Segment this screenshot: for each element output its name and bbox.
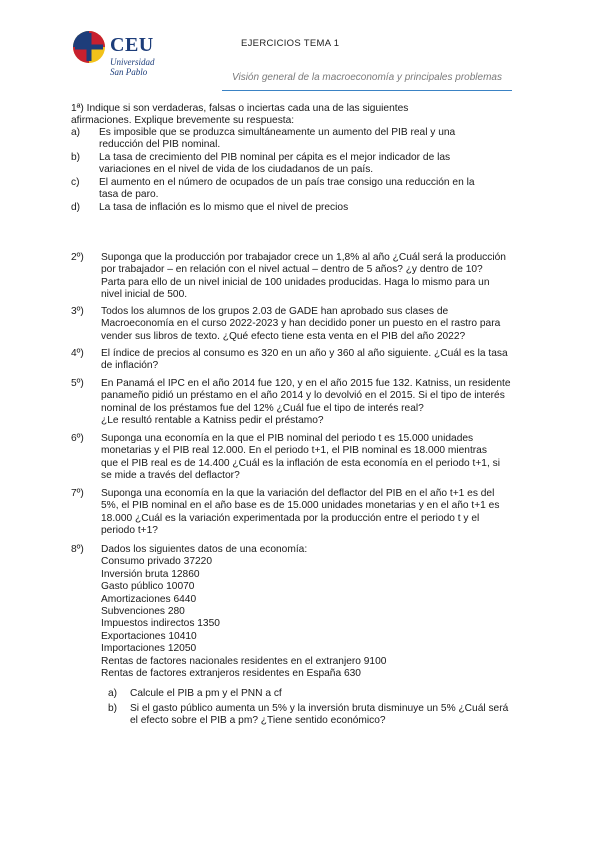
question-line: de inflación? — [101, 360, 159, 372]
data-item: Impuestos indirectos 1350 — [101, 618, 220, 630]
question-line: Suponga una economía en la que el PIB nominal del periodo t es 15.000 unidades — [101, 433, 474, 444]
question-line: nivel inicial de 500. — [101, 289, 188, 301]
item-label: d) — [71, 202, 81, 213]
question-line: Suponga una economía en la que la variación del deflactor del PIB en el año t+1 es del — [101, 488, 495, 499]
question-1-intro-line: afirmaciones. Explique brevemente su respuesta: — [71, 115, 295, 126]
document-title: EJERCICIOS TEMA 1 — [241, 38, 340, 49]
question-line: Macroeconomía en el curso 2022-2023 y han decidido poner un puesto en el rastro para — [101, 318, 501, 330]
data-item: Importaciones 12050 — [101, 643, 197, 655]
question-line: vender sus libros de texto. ¿Qué efecto tiene esta venta en el PIB del año 2022? — [101, 330, 466, 342]
question-line: ¿Le resultó rentable a Katniss pedir el préstamo? — [101, 415, 324, 427]
question-number: 5º) — [71, 378, 84, 389]
data-item: Amortizaciones 6440 — [101, 593, 197, 605]
ceu-logo — [72, 30, 182, 80]
item-line: Es imposible que se produzca simultáneamente un aumento del PIB real y una — [99, 127, 456, 138]
question-line: En Panamá el IPC en el año 2014 fue 120, y en el año 2015 fue 132. Katniss, un residente — [101, 378, 511, 389]
logo-wordmark: CEU — [110, 34, 154, 56]
item-label: a) — [108, 688, 118, 699]
question-line: El índice de precios al consumo es 320 en un año y 360 al año siguiente. ¿Cuál es la tasa — [101, 348, 508, 359]
question-line: por trabajador – en relación con el nivel actual – dentro de 5 años? ¿y dentro de 10? — [101, 264, 483, 276]
item-label: a) — [71, 127, 81, 138]
data-item: Consumo privado 37220 — [101, 556, 213, 568]
item-label: c) — [71, 177, 80, 188]
question-line: Todos los alumnos de los grupos 2.03 de GADE han aprobado sus clases de — [101, 306, 449, 317]
question-number: 4º) — [71, 348, 84, 359]
question-line: se mide a través del deflactor? — [101, 470, 240, 482]
ceu-shield-icon — [72, 30, 106, 64]
data-item: Rentas de factores extranjeros residentes en España 630 — [101, 668, 361, 680]
question-number: 3º) — [71, 306, 84, 317]
question-1-intro-line: 1ª) Indique si son verdaderas, falsas o inciertas cada una de las siguientes — [71, 103, 409, 114]
question-line: Parta para ello de un nivel inicial de 100 unidades producidas. Haga lo mismo para un — [101, 276, 490, 288]
question-line: 18.000 ¿Cuál es la variación experimentada por la producción entre el periodo t y el — [101, 512, 480, 524]
item-line: tasa de paro. — [99, 189, 159, 201]
data-item: Rentas de factores nacionales residentes en el extranjero 9100 — [101, 655, 387, 667]
header-rule — [222, 90, 512, 91]
question-line: 5%, el PIB nominal en el año base es de 15.000 unidades monetarias y en el año t+1 es — [101, 500, 500, 512]
data-item: Inversión bruta 12860 — [101, 568, 200, 580]
question-number: 7º) — [71, 488, 84, 499]
item-line: Calcule el PIB a pm y el PNN a cf — [130, 688, 282, 699]
question-1 — [71, 103, 521, 215]
item-line: La tasa de crecimiento del PIB nominal per cápita es el mejor indicador de las — [99, 152, 451, 163]
document-subtitle: Visión general de la macroeconomía y principales problemas — [232, 72, 502, 83]
question-line: Suponga que la producción por trabajador crece un 1,8% al año ¿Cuál será la producción — [101, 252, 506, 263]
data-item: Subvenciones 280 — [101, 606, 185, 618]
question-line: monetarias y el PIB real 12.000. En el periodo t+1, el PIB nominal es 18.000 mientras — [101, 445, 487, 457]
question-line: panameño pidió un préstamo en el año 2014 y lo devolvió en el 2015. Si el tipo de interés — [101, 390, 505, 402]
item-line: El aumento en el número de ocupados de un país trae consigo una reducción en la — [99, 177, 475, 188]
item-line: La tasa de inflación es lo mismo que el nivel de precios — [99, 202, 349, 213]
logo-subtitle: Universidad San Pablo — [110, 57, 155, 77]
item-line: el efecto sobre el PIB a pm? ¿Tiene sentido económico? — [130, 715, 386, 727]
item-line: reducción del PIB nominal. — [99, 139, 221, 151]
data-item: Exportaciones 10410 — [101, 630, 197, 642]
question-number: 8º) — [71, 544, 84, 555]
item-label: b) — [71, 152, 81, 163]
data-item: Gasto público 10070 — [101, 581, 195, 593]
question-line: nominal de los préstamos fue del 12% ¿Cuál fue el tipo de interés real? — [101, 402, 424, 414]
item-line: Si el gasto público aumenta un 5% y la inversión bruta disminuye un 5% ¿Cuál será — [130, 703, 509, 714]
question-line: que el PIB real es de 14.400 ¿Cuál es la inflación de esta economía en el periodo t+1, si — [101, 457, 500, 469]
question-number: 2º) — [71, 252, 84, 263]
item-label: b) — [108, 703, 118, 714]
question-line: periodo t+1? — [101, 525, 158, 537]
item-line: variaciones en el nivel de vida de los ciudadanos de un país. — [99, 164, 374, 176]
question-line: Dados los siguientes datos de una economía: — [101, 544, 308, 555]
question-number: 6º) — [71, 433, 84, 444]
